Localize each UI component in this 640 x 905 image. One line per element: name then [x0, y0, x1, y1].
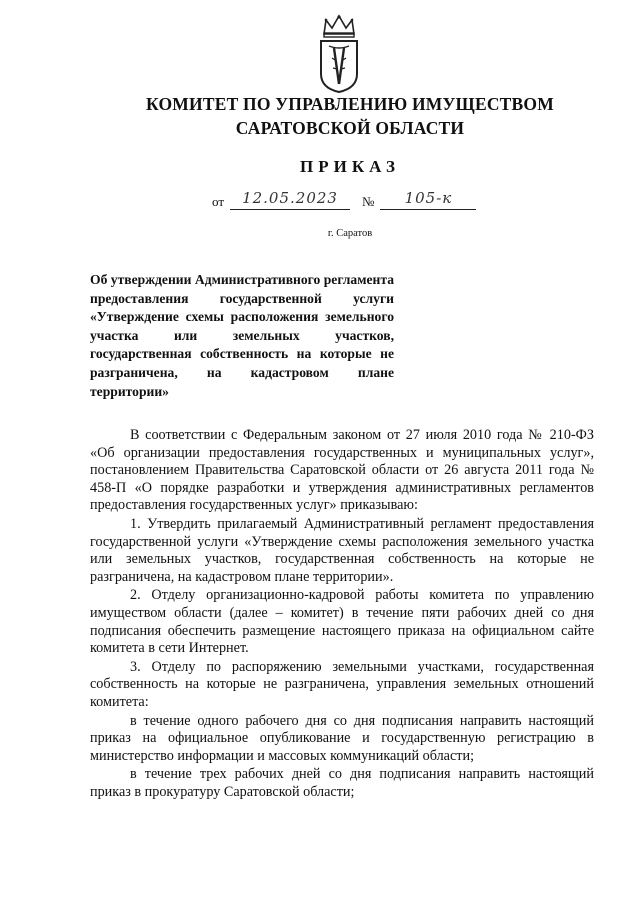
org-line-1: КОМИТЕТ ПО УПРАВЛЕНИЮ ИМУЩЕСТВОМ [146, 94, 554, 114]
paragraph-item-3: 3. Отделу по распоряжению земельными участками, государственная собственность на которые не разграничена, управления земельных отношений комитета: [90, 658, 594, 710]
number-value: 105-к [404, 189, 453, 207]
paragraph-preamble: В соответствии с Федеральным законом от 27 июля 2010 года № 210-ФЗ «Об организации предоставления государственных и муниципальных услуг», постановлением Правительства Саратовской области от 26 августа 2011 года № 458-П «О порядке разработки и утверждения административных регламентов предоставления государственных услуг» приказываю: [90, 427, 594, 514]
order-body [90, 427, 594, 802]
paragraph-item-2: 2. Отделу организационно-кадровой работы комитета по управлению имуществом области (далее – комитет) в течение пяти рабочих дней со дня подписания обеспечить размещение настоящего приказа на официальном сайте комитета в сети Интернет. [90, 587, 594, 657]
document-type: ПРИКАЗ [300, 157, 400, 176]
org-line-2: САРАТОВСКОЙ ОБЛАСТИ [235, 118, 465, 138]
order-date-number [212, 189, 482, 210]
date-label: от [212, 194, 225, 209]
organization-name [100, 92, 600, 140]
saratov-coat-of-arms-icon [318, 14, 360, 94]
paragraph-item-1: 1. Утвердить прилагаемый Административный регламент предоставления государственной услуги «Утверждение схемы расположения земельного участка или земельных участков, государственная собственность на которые не разграничена, на кадастровом плане территории». [90, 515, 594, 585]
city: г. Саратов [327, 228, 373, 239]
order-subject [90, 271, 394, 401]
paragraph-item-3-sub-1: в течение одного рабочего дня со дня подписания направить настоящий приказ на официальное опубликование и государственную регистрацию в министерство информации и массовых коммуникаций области; [90, 712, 594, 764]
subject-text: Об утверждении Административного регламента предоставления государственной услуги «Утверждение схемы расположения земельного участка или земельных участков, государственная собственность на которые не разграничена, на кадастровом плане [90, 272, 394, 380]
date-value: 12.05.2023 [242, 189, 338, 207]
number-field [380, 189, 476, 210]
subject-last-line: территории» [90, 383, 169, 399]
paragraph-item-3-sub-2: в течение трех рабочих дней со дня подписания направить настоящий приказ в прокуратуру Саратовской области; [90, 766, 594, 800]
date-field [230, 189, 350, 210]
number-label: № [362, 194, 375, 209]
